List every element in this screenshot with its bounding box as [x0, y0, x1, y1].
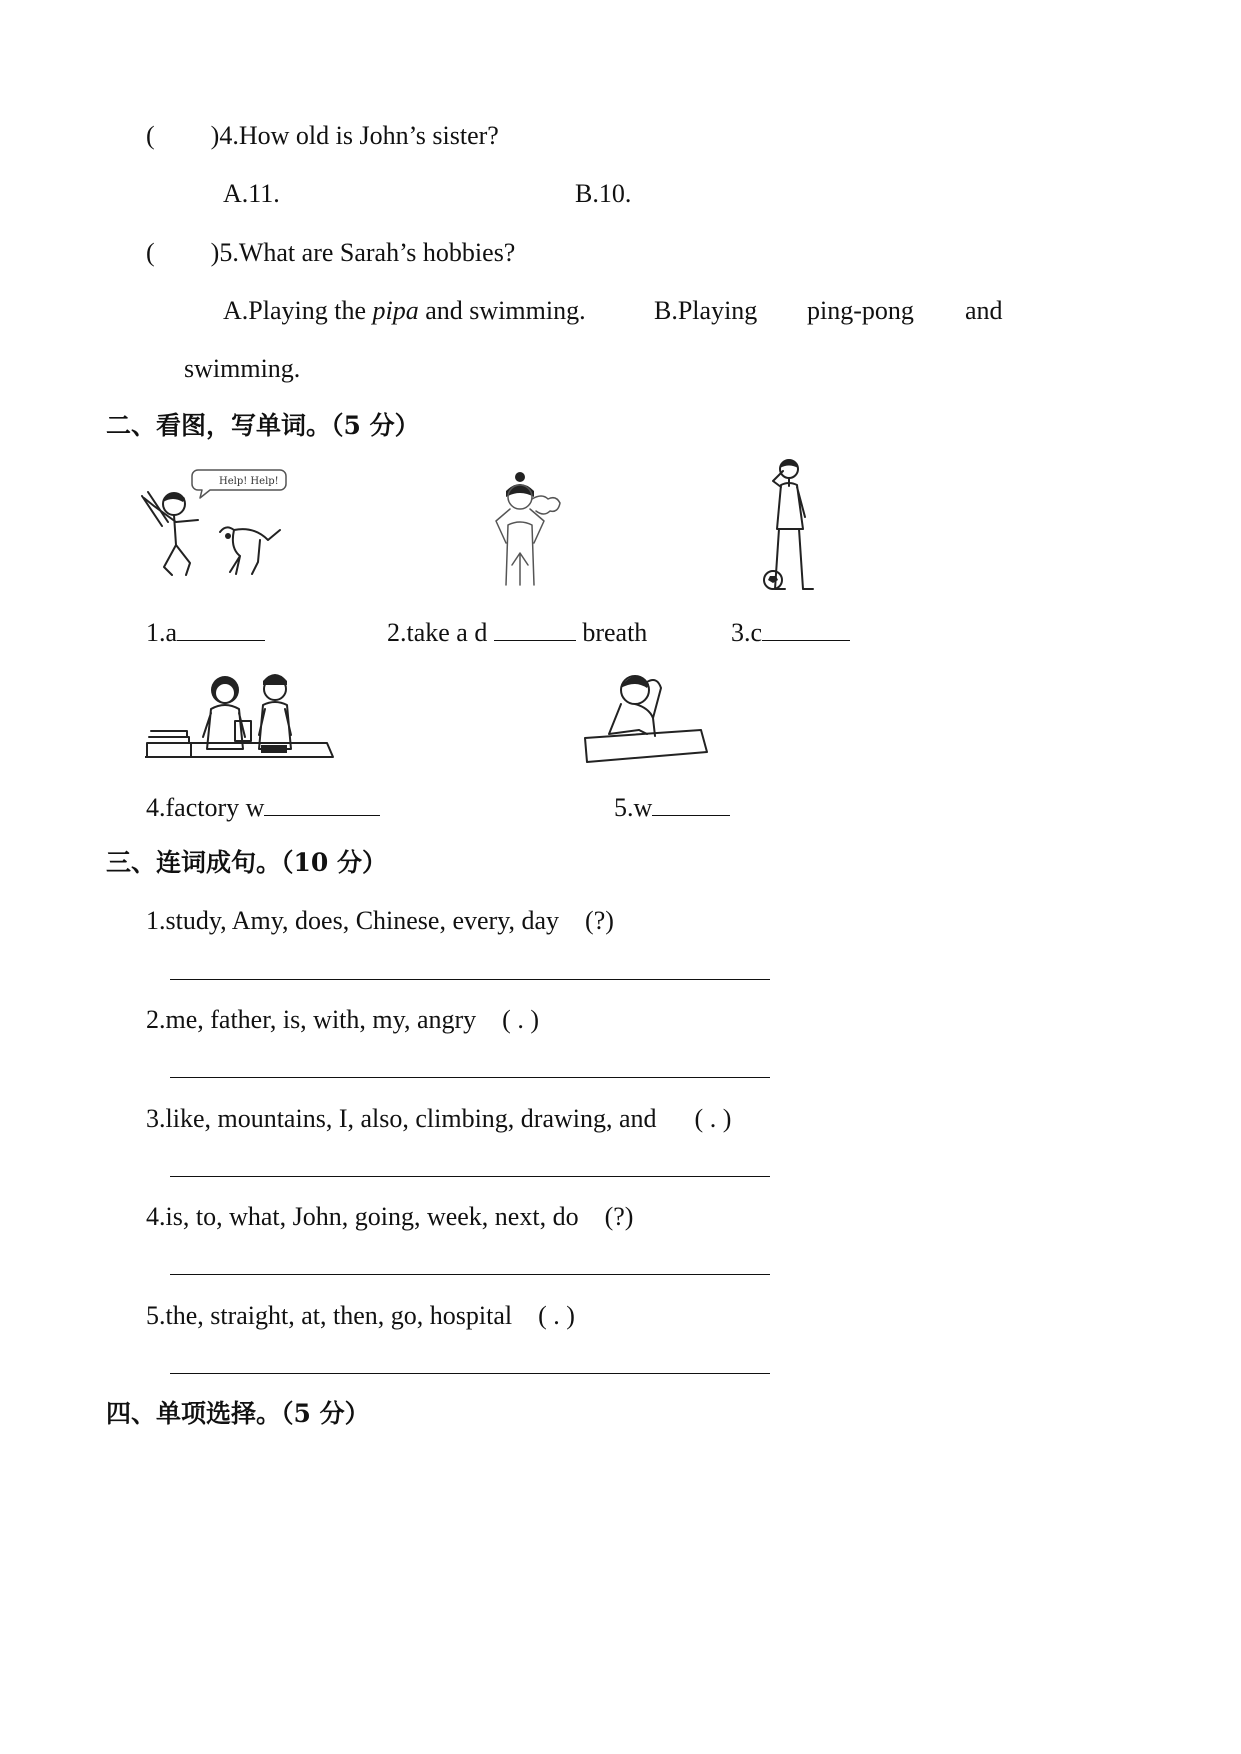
answer-line-4[interactable] [170, 1274, 770, 1275]
sentence-item-2-words: 2.me, father, is, with, my, angry [146, 1005, 477, 1034]
sentence-item-5-punct: ( . ) [538, 1301, 575, 1330]
q5-question: 5.What are Sarah’s hobbies? [219, 238, 516, 267]
sentence-item-5 [146, 1303, 575, 1329]
bracket-close: ) [210, 238, 220, 267]
sentence-item-1-words: 1.study, Amy, does, Chinese, every, day [146, 906, 560, 935]
answer-line-2[interactable] [170, 1077, 770, 1078]
word-item-3-prefix: 3.c [731, 618, 763, 647]
word-item-2 [387, 618, 647, 646]
q4-option-a: A.11. [223, 179, 280, 208]
section4-title: 四、单项选择。（5 分） [106, 1399, 370, 1428]
factory-workers-illustration [145, 665, 335, 763]
word-item-4-prefix: 4.factory w [146, 793, 265, 822]
sentence-item-3 [146, 1106, 731, 1132]
option-a-italic: pipa [372, 296, 419, 325]
sentence-item-2-punct: ( . ) [502, 1005, 539, 1034]
word-item-2-suffix: breath [575, 618, 648, 647]
word-item-3-blank[interactable] [762, 618, 850, 641]
option-a-text-1: A.Playing the [223, 296, 373, 325]
q5-option-b-word1: B.Playing [654, 296, 758, 325]
q5-option-b-continuation: swimming. [184, 354, 301, 383]
boy-thinking-at-desk-illustration [583, 668, 713, 764]
section2-title: 二、看图，写单词。（5 分） [106, 411, 420, 440]
word-item-1-blank[interactable] [177, 618, 265, 641]
q4-answer-bracket[interactable] [146, 123, 499, 149]
word-item-1 [146, 618, 265, 646]
man-coughing-illustration [755, 455, 825, 600]
word-item-2-blank[interactable] [494, 618, 576, 641]
bracket-open: ( [146, 121, 155, 150]
sentence-item-1 [146, 908, 614, 934]
word-item-2-prefix: 2.take a d [387, 618, 494, 647]
sentence-item-4 [146, 1204, 633, 1230]
word-item-1-prefix: 1.a [146, 618, 178, 647]
q5-option-b-word2: ping-pong [807, 296, 914, 325]
bracket-close: ) [210, 121, 220, 150]
speech-bubble-text: Help! Help! [219, 476, 279, 487]
q4-option-b: B.10. [575, 179, 632, 208]
word-item-5-blank[interactable] [652, 793, 730, 816]
sentence-item-3-words: 3.like, mountains, I, also, climbing, drawing, and [146, 1104, 657, 1133]
woman-deep-breath-illustration [470, 465, 580, 590]
q5-option-a [223, 298, 586, 324]
q5-answer-bracket[interactable] [146, 240, 515, 266]
sentence-item-5-words: 5.the, straight, at, then, go, hospital [146, 1301, 513, 1330]
word-item-4 [146, 793, 380, 821]
section3-title: 三、连词成句。（10 分） [106, 848, 387, 877]
answer-line-1[interactable] [170, 979, 770, 980]
word-item-3 [731, 618, 850, 646]
word-item-5 [614, 793, 730, 821]
q5-option-b-word3: and [965, 296, 1003, 325]
sentence-item-1-punct: (?) [585, 906, 614, 935]
word-item-5-prefix: 5.w [614, 793, 653, 822]
option-a-text-2: and swimming. [418, 296, 586, 325]
answer-line-3[interactable] [170, 1176, 770, 1177]
boy-chased-by-dog-illustration [140, 460, 290, 595]
answer-line-5[interactable] [170, 1373, 770, 1374]
bracket-open: ( [146, 238, 155, 267]
sentence-item-3-punct: ( . ) [694, 1104, 732, 1133]
sentence-item-4-words: 4.is, to, what, John, going, week, next, do [146, 1202, 579, 1231]
word-item-4-blank[interactable] [264, 793, 380, 816]
sentence-item-4-punct: (?) [604, 1202, 634, 1231]
sentence-item-2 [146, 1007, 539, 1033]
q4-question: 4.How old is John’s sister? [219, 121, 499, 150]
